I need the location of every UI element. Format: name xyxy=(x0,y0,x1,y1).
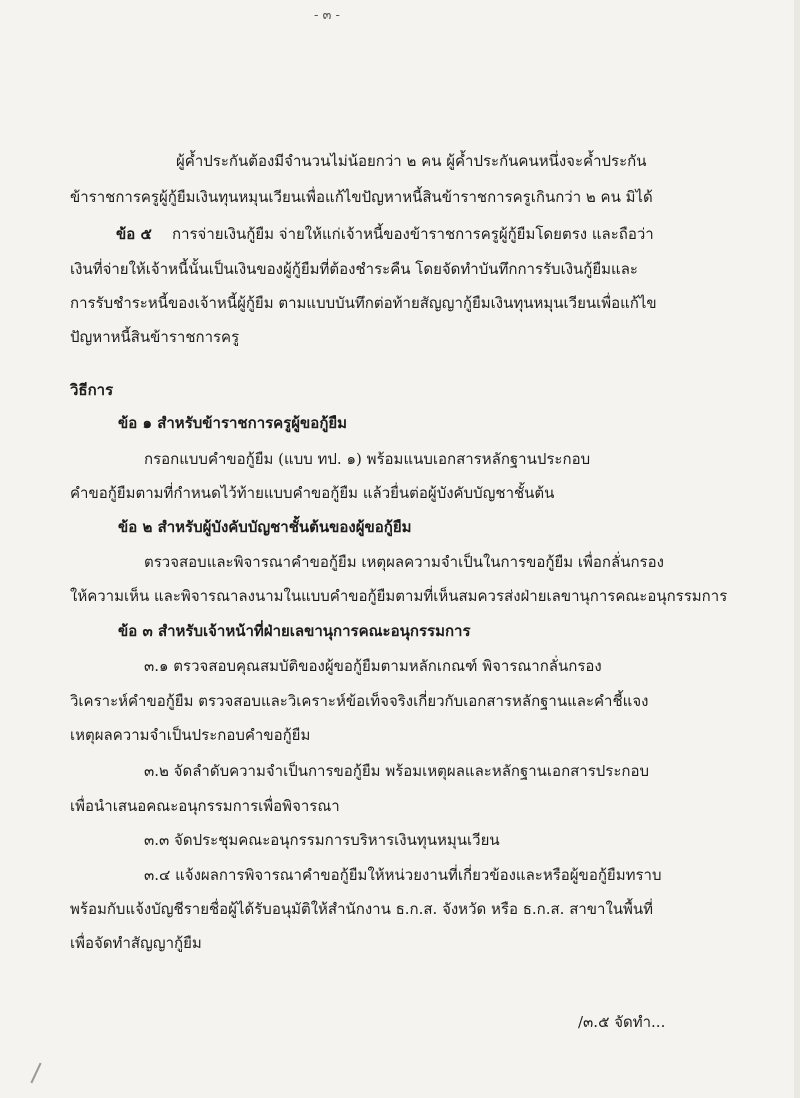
clause5-line-2: เงินที่จ่ายให้เจ้าหนี้นั้นเป็นเงินของผู้กู้ยืมที่ต้องชำระคืน โดยจัดทำบันทึกการรับเงินกู้ยืมและ xyxy=(70,260,638,278)
clause5-label: ข้อ ๕ xyxy=(116,225,152,243)
step3-item4-line-3: เพื่อจัดทำสัญญากู้ยืม xyxy=(70,934,202,952)
continuation-marker: /๓.๕ จัดทำ... xyxy=(578,1013,666,1031)
step1-line-2: คำขอกู้ยืมตามที่กำหนดไว้ท้ายแบบคำขอกู้ยืม แล้วยื่นต่อผู้บังคับบัญชาชั้นต้น xyxy=(70,484,555,502)
step3-item2-line-2: เพื่อนำเสนอคณะอนุกรรมการเพื่อพิจารณา xyxy=(70,797,340,815)
step3-item1-line-3: เหตุผลความจำเป็นประกอบคำขอกู้ยืม xyxy=(70,726,311,744)
clause5-line-3: การรับชำระหนี้ของเจ้าหนี้ผู้กู้ยืม ตามแบบบันทึกต่อท้ายสัญญากู้ยืมเงินทุนหมุนเวียนเพื่อแก้ไข xyxy=(70,294,657,312)
scan-mark xyxy=(30,1063,41,1084)
step2-line-1: ตรวจสอบและพิจารณาคำขอกู้ยืม เหตุผลความจำเป็นในการขอกู้ยืม เพื่อกลั่นกรอง xyxy=(144,553,664,571)
scan-edge xyxy=(794,0,800,1098)
step1-heading: ข้อ ๑ สำหรับข้าราชการครูผู้ขอกู้ยืม xyxy=(118,414,348,432)
method-heading: วิธีการ xyxy=(70,381,114,399)
clause5-line-4: ปัญหาหนี้สินข้าราชการครู xyxy=(70,328,240,346)
step3-item4-line-1: ๓.๔ แจ้งผลการพิจารณาคำขอกู้ยืมให้หน่วยงานที่เกี่ยวข้องและหรือผู้ขอกู้ยืมทราบ xyxy=(144,866,662,884)
step3-item1-line-1: ๓.๑ ตรวจสอบคุณสมบัติของผู้ขอกู้ยืมตามหลักเกณฑ์ พิจารณากลั่นกรอง xyxy=(144,657,602,675)
guarantor-line-2: ข้าราชการครูผู้กู้ยืมเงินทุนหมุนเวียนเพื่อแก้ไขปัญหาหนี้สินข้าราชการครูเกินกว่า ๒ คน มิได้ xyxy=(70,188,653,206)
page-number: - ๓ - xyxy=(314,8,340,23)
step3-item1-line-2: วิเคราะห์คำขอกู้ยืม ตรวจสอบและวิเคราะห์ข้อเท็จจริงเกี่ยวกับเอกสารหลักฐานและคำชี้แจง xyxy=(70,692,649,710)
clause5-line-1: การจ่ายเงินกู้ยืม จ่ายให้แก่เจ้าหนี้ของข้าราชการครูผู้กู้ยืมโดยตรง และถือว่า xyxy=(172,225,654,243)
step3-heading: ข้อ ๓ สำหรับเจ้าหน้าที่ฝ่ายเลขานุการคณะอนุกรรมการ xyxy=(118,622,471,640)
step2-heading: ข้อ ๒ สำหรับผู้บังคับบัญชาชั้นต้นของผู้ขอกู้ยืม xyxy=(118,518,412,536)
step3-item4-line-2: พร้อมกับแจ้งบัญชีรายชื่อผู้ได้รับอนุมัติให้สำนักงาน ธ.ก.ส. จังหวัด หรือ ธ.ก.ส. สาขาในพื้นที่ xyxy=(70,900,654,918)
step1-line-1: กรอกแบบคำขอกู้ยืม (แบบ ทป. ๑) พร้อมแนบเอกสารหลักฐานประกอบ xyxy=(144,450,591,468)
guarantor-line-1: ผู้ค้ำประกันต้องมีจำนวนไม่น้อยกว่า ๒ คน ผู้ค้ำประกันคนหนึ่งจะค้ำประกัน xyxy=(176,152,647,170)
step3-item2-line-1: ๓.๒ จัดลำดับความจำเป็นการขอกู้ยืม พร้อมเหตุผลและหลักฐานเอกสารประกอบ xyxy=(144,762,650,780)
step3-item3-line-1: ๓.๓ จัดประชุมคณะอนุกรรมการบริหารเงินทุนหมุนเวียน xyxy=(144,831,500,849)
step2-line-2: ให้ความเห็น และพิจารณาลงนามในแบบคำขอกู้ยืมตามที่เห็นสมควรส่งฝ่ายเลขานุการคณะอนุกรรมการ xyxy=(70,587,728,605)
